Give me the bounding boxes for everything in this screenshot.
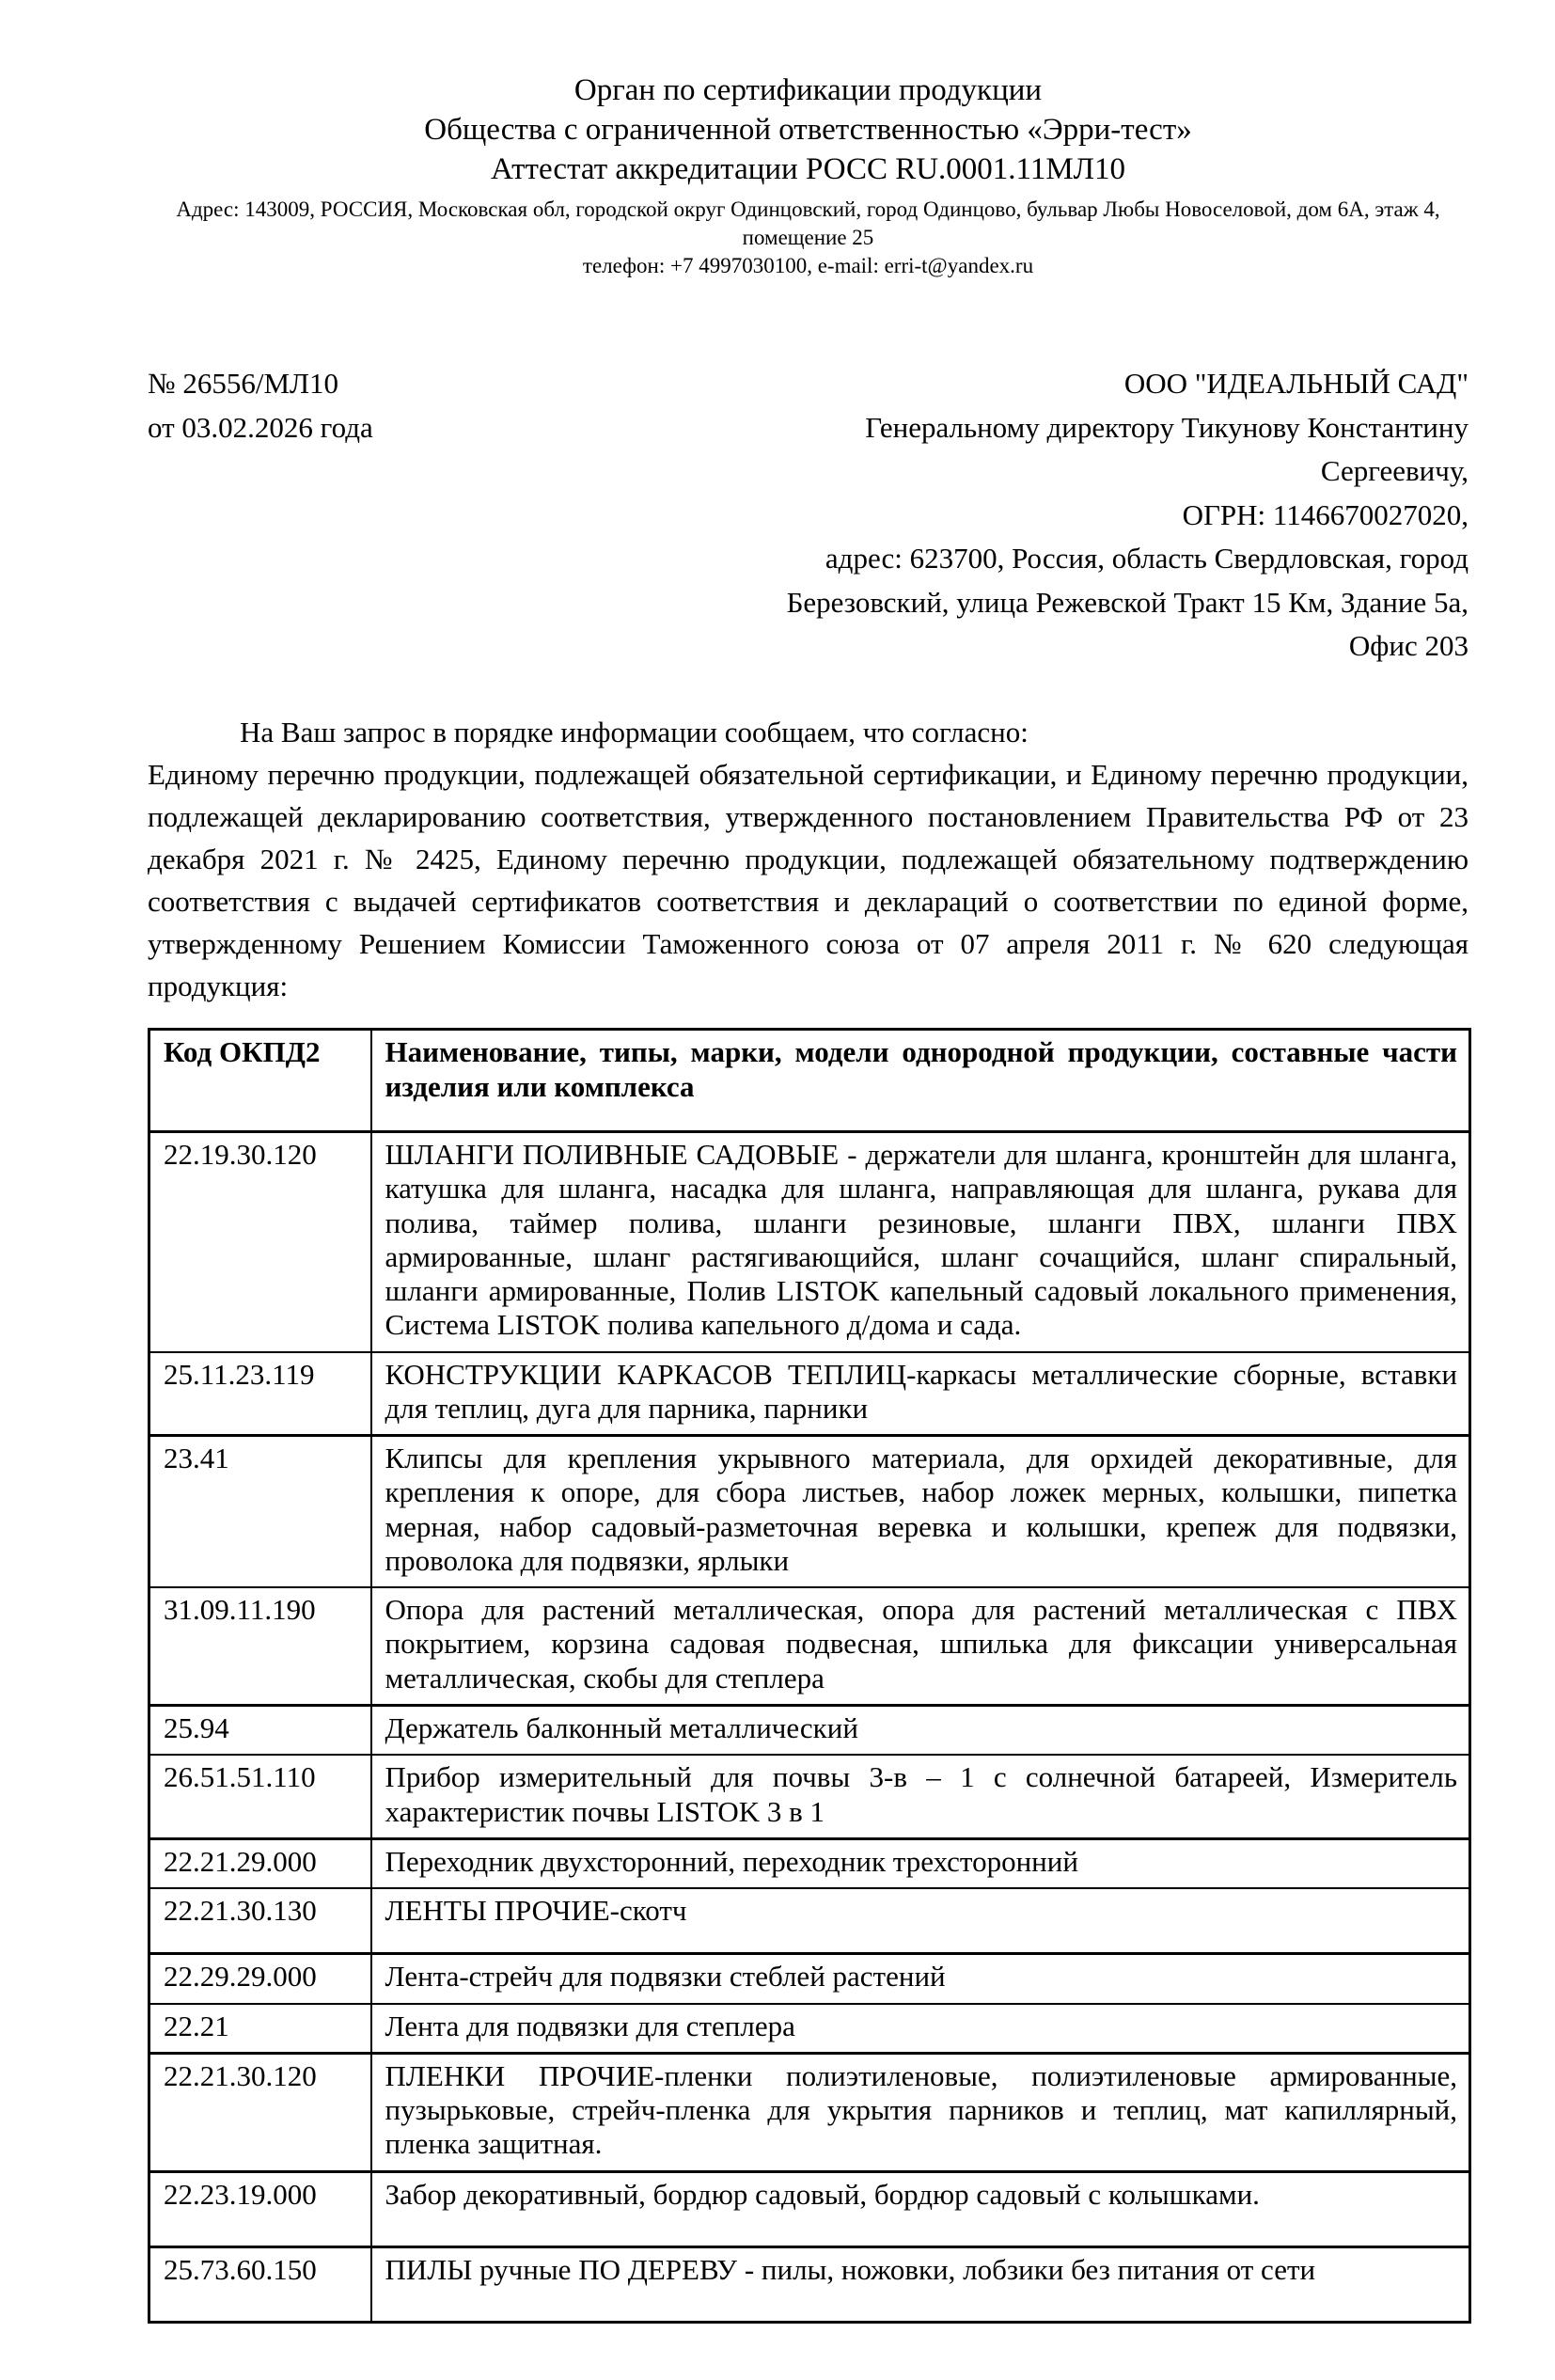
product-name-cell: Клипсы для крепления укрывного материала, для орхидей декоративные, для крепления к опоре, для сбора листьев, набор ложек мерных, колышки, пипетка мерная, набор садовый-разметочная веревка и колышки, крепеж для подвязки, проволока для подвязки, ярлыки <box>371 1436 1470 1588</box>
okpd2-code-cell: 22.23.19.000 <box>149 2171 371 2246</box>
column-header-product-name: Наименование, типы, марки, модели однородной продукции, составные части изделия или комплекса <box>371 1030 1470 1132</box>
product-name-cell: Прибор измерительный для почвы 3-в – 1 с солнечной батареей, Измеритель характеристик почвы LISTOK 3 в 1 <box>371 1755 1470 1838</box>
products-table-body <box>149 1131 1470 2322</box>
okpd2-code-cell: 22.29.29.000 <box>149 1954 371 2004</box>
okpd2-code-cell: 22.21.30.120 <box>149 2053 371 2171</box>
org-contact: телефон: +7 4997030100, e-mail: erri-t@yandex.ru <box>582 253 1034 277</box>
recipient-line: Офис 203 <box>1348 629 1469 663</box>
product-name-cell: Лента-стрейч для подвязки стеблей растений <box>371 1954 1470 2004</box>
letter-reference-block <box>148 362 373 449</box>
product-name-cell: Забор декоративный, бордюр садовый, бордюр садовый с колышками. <box>371 2171 1470 2246</box>
okpd2-code-cell: 31.09.11.190 <box>149 1587 371 1705</box>
letter-body <box>148 712 1469 1008</box>
okpd2-code-cell: 22.19.30.120 <box>149 1131 371 1351</box>
product-name-cell: ЛЕНТЫ ПРОЧИЕ-скотч <box>371 1888 1470 1954</box>
product-name-cell: Переходник двухсторонний, переходник трехсторонний <box>371 1838 1470 1888</box>
letter-date: от 03.02.2026 года <box>148 410 373 444</box>
org-title-line-1: Орган по сертификации продукции <box>573 73 1043 107</box>
product-name-cell: КОНСТРУКЦИИ КАРКАСОВ ТЕПЛИЦ-каркасы металлические сборные, вставки для теплиц, дуга для парника, парники <box>371 1352 1470 1436</box>
okpd2-code-cell: 22.21.29.000 <box>149 1838 371 1888</box>
table-row <box>149 1131 1470 1351</box>
product-name-cell: Опора для растений металлическая, опора для растений металлическая с ПВХ покрытием, корзина садовая подвесная, шпилька для фиксации универсальная металлическая, скобы для степлера <box>371 1587 1470 1705</box>
recipient-line: Генеральному директору Тикунову Константину <box>865 410 1469 444</box>
okpd2-code-cell: 22.21 <box>149 2004 371 2054</box>
product-name-cell: Держатель балконный металлический <box>371 1705 1470 1755</box>
reference-and-recipient-section <box>148 362 1469 669</box>
table-row <box>149 2246 1470 2322</box>
column-header-okpd2-code: Код ОКПД2 <box>149 1030 371 1132</box>
intro-line: На Ваш запрос в порядке информации сообщаем, что согласно: <box>240 715 1029 749</box>
product-name-cell: ПЛЕНКИ ПРОЧИЕ-пленки полиэтиленовые, полиэтиленовые армированные, пузырьковые, стрейч-пленка для укрытия парников и теплиц, мат капиллярный, пленка защитная. <box>371 2053 1470 2171</box>
table-row <box>149 1587 1470 1705</box>
accreditation-certificate-line: Аттестат аккредитации РОСС RU.0001.11МЛ10 <box>490 151 1126 186</box>
letter-number: № 26556/МЛ10 <box>148 367 339 401</box>
okpd2-code-cell: 25.73.60.150 <box>149 2246 371 2322</box>
org-title-line-2: Общества с ограниченной ответственностью «Эрри-тест» <box>424 112 1192 147</box>
table-row <box>149 1954 1470 2004</box>
recipient-block <box>787 362 1469 669</box>
table-row <box>149 1755 1470 1838</box>
okpd2-code-cell: 25.94 <box>149 1705 371 1755</box>
recipient-line: адрес: 623700, Россия, область Свердловская, город <box>825 542 1469 575</box>
table-row <box>149 1352 1470 1436</box>
org-address: Адрес: 143009, РОССИЯ, Московская обл, городской округ Одинцовский, город Одинцово, бульвар Любы Новоселовой, дом 6А, этаж 4, помещение 25 <box>176 197 1440 249</box>
okpd2-code-cell: 26.51.51.110 <box>149 1755 371 1838</box>
table-row <box>149 1838 1470 1888</box>
products-table <box>148 1028 1471 2324</box>
table-row <box>149 1436 1470 1588</box>
recipient-line: ОГРН: 1146670027020, <box>1182 497 1469 531</box>
certification-body-header <box>148 71 1469 279</box>
okpd2-code-cell: 25.11.23.119 <box>149 1352 371 1436</box>
regulation-paragraph: Единому перечню продукции, подлежащей обязательной сертификации, и Единому перечню продукции, подлежащей декларированию соответствия, утвержденного постановлением Правительства РФ от 23 декабря 2021 г. № 2425, Единому перечню продукции, подлежащей обязательному подтверждению соответствия с выдачей сертификатов соответствия и деклараций о соответствии по единой форме, утвержденному Решением Комиссии Таможенного союза от 07 апреля 2011 г. № 620 следующая продукция: <box>148 757 1469 1002</box>
recipient-line: Сергеевичу, <box>1320 454 1469 488</box>
product-name-cell: ШЛАНГИ ПОЛИВНЫЕ САДОВЫЕ - держатели для шланга, кронштейн для шланга, катушка для шланга, насадка для шланга, направляющая для шланга, рукава для полива, таймер полива, шланги резиновые, шланги ПВХ, шланги ПВХ армированные, шланг растягивающийся, шланг сочащийся, шланг спиральный, шланги армированные, Полив LISTOK капельный садовый локального применения, Система LISTOK полива капельного д/дома и сада. <box>371 1131 1470 1351</box>
product-name-cell: ПИЛЫ ручные ПО ДЕРЕВУ - пилы, ножовки, лобзики без питания от сети <box>371 2246 1470 2322</box>
okpd2-code-cell: 22.21.30.130 <box>149 1888 371 1954</box>
table-row <box>149 2171 1470 2246</box>
product-name-cell: Лента для подвязки для степлера <box>371 2004 1470 2054</box>
recipient-line: ООО "ИДЕАЛЬНЫЙ САД" <box>1123 367 1469 401</box>
table-row <box>149 2004 1470 2054</box>
table-header-row <box>149 1030 1470 1132</box>
okpd2-code-cell: 23.41 <box>149 1436 371 1588</box>
table-row <box>149 2053 1470 2171</box>
recipient-line: Березовский, улица Режевской Тракт 15 Км, Здание 5а, <box>786 585 1469 619</box>
table-row <box>149 1705 1470 1755</box>
table-row <box>149 1888 1470 1954</box>
